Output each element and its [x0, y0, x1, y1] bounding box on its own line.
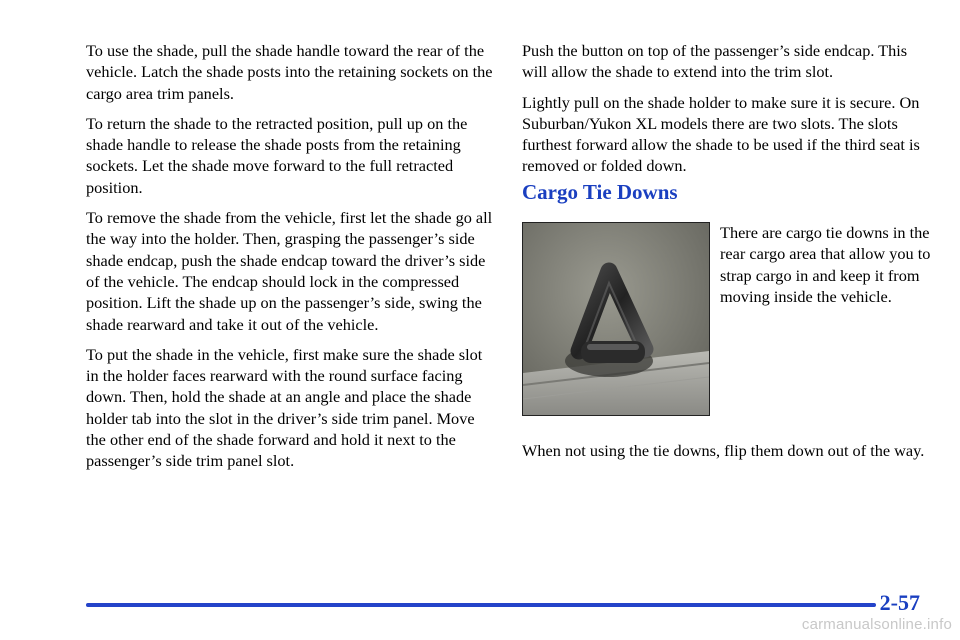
paragraph-return-shade: To return the shade to the retracted position, pull up on the shade handle to release the shade posts from the retaining sockets. Let the shade move forward to the full retracted position.: [86, 113, 468, 197]
paragraph-flip-down: When not using the tie downs, flip them down out of the way.: [522, 441, 925, 460]
paragraph-push-button: Push the button on top of the passenger’s side endcap. This will allow the shade to extend into the trim slot.: [522, 41, 908, 82]
paragraph-use-shade: To use the shade, pull the shade handle toward the rear of the vehicle. Latch the shade posts into the retaining sockets on the cargo area trim panels.: [86, 41, 493, 103]
page-number: 2-57: [879, 590, 920, 615]
cargo-tie-down-photo: [522, 222, 710, 416]
paragraph-install-shade: To put the shade in the vehicle, first make sure the shade slot in the holder faces rearward with the round surface facing down. Then, hold the shade at an angle and place the shade holder tab into the slot in the driver’s side trim panel. Move the other end of the shade forward and hold it next to the passenger’s side trim panel slot.: [86, 344, 483, 471]
tie-down-description: There are cargo tie downs in the rear cargo area that allow you to strap cargo in and keep it from moving inside the vehicle.: [720, 223, 931, 306]
paragraph-pull-holder: Lightly pull on the shade holder to make sure it is secure. On Suburban/Yukon XL models there are two slots. The slots furthest forward allow the shade to be used if the third seat is removed or folded down.: [522, 92, 920, 176]
footer-rule: [86, 603, 876, 607]
paragraph-remove-shade: To remove the shade from the vehicle, first let the shade go all the way into the holder. Then, grasping the passenger’s side shade endcap, push the shade endcap toward the driver’s side of the vehicle. The endcap should lock in the compressed position. Lift the shade up on the passenger’s side, swing the shade rearward and take it out of the vehicle.: [86, 208, 493, 334]
tie-down-illustration: [523, 223, 709, 415]
section-heading-cargo-tie-downs: Cargo Tie Downs: [522, 180, 678, 204]
watermark-text: carmanualsonline.info: [801, 616, 952, 633]
right-column: [522, 40, 932, 186]
left-column: [86, 40, 496, 481]
